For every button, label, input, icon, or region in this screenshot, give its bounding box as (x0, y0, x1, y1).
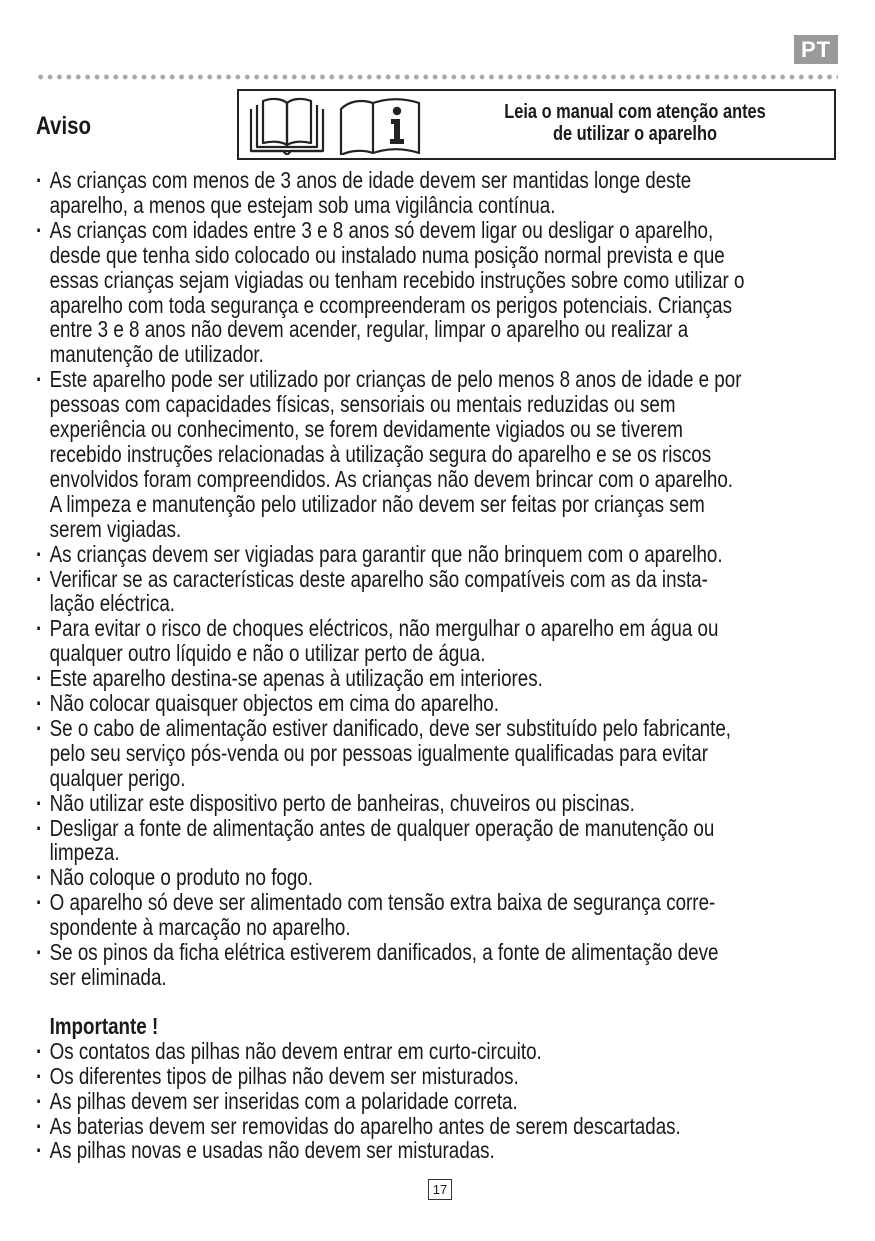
bullet-dot-icon: · (36, 1112, 43, 1139)
page-number: 17 (428, 1179, 452, 1200)
bullet-line: pessoas com capacidades físicas, sensoriais ou mentais reduzidas ou sem (49, 391, 676, 418)
bullet-line: As crianças com menos de 3 anos de idade devem ser mantidas longe deste (49, 167, 692, 193)
bullet-dot-icon: · (36, 814, 43, 841)
bullet-line: Não colocar quaisquer objectos em cima do aparelho. (49, 690, 499, 717)
read-manual-line1: Leia o manual com atenção antes (504, 101, 766, 123)
bullet-dot-icon: · (36, 540, 43, 567)
bullet-line: Os diferentes tipos de pilhas não devem ser misturados. (49, 1062, 519, 1089)
bullet-line: ser eliminada. (49, 964, 167, 990)
bullet-line: recebido instruções relacionadas à utilização segura do aparelho e se os riscos (49, 440, 712, 467)
battery-bullet (36, 1039, 836, 1064)
warning-bullet (36, 367, 836, 541)
bullet-dot-icon: · (36, 1087, 43, 1114)
warning-bullet (36, 218, 836, 367)
bullet-dot-icon: · (36, 366, 43, 393)
warning-title: Aviso (36, 112, 92, 140)
important-heading: Importante ! (49, 1012, 159, 1039)
bullet-line: qualquer perigo. (49, 764, 186, 791)
bullet-line: As pilhas devem ser inseridas com a polaridade correta. (49, 1087, 518, 1114)
dotted-divider (36, 74, 838, 80)
read-manual-text (504, 101, 766, 145)
bullet-line: aparelho, a menos que estejam sob uma vigilância contínua. (49, 191, 556, 218)
bullet-dot-icon: · (36, 1062, 43, 1089)
bullet-line: Não coloque o produto no fogo. (49, 864, 314, 891)
warning-bullet (36, 168, 836, 218)
warning-bullet (36, 542, 836, 567)
bullet-line: experiência ou conhecimento, se forem devidamente vigiados ou se tiverem (49, 416, 683, 443)
bullet-line: Este aparelho pode ser utilizado por crianças de pelo menos 8 anos de idade e por (49, 366, 742, 393)
bullet-line: As baterias devem ser removidas do aparelho antes de serem descartadas. (49, 1112, 681, 1139)
warning-bullet (36, 890, 836, 940)
bullet-line: serem vigiadas. (49, 515, 182, 542)
warning-bullet (36, 616, 836, 666)
bullet-line: qualquer outro líquido e não o utilizar perto de água. (49, 640, 486, 667)
bullet-line: As crianças com idades entre 3 e 8 anos só devem ligar ou desligar o aparelho, (49, 216, 714, 243)
warning-bullet (36, 865, 836, 890)
bullet-line: lação eléctrica. (49, 590, 175, 617)
warning-bullet (36, 791, 836, 816)
bullet-line: Se os pinos da ficha elétrica estiverem danificados, a fonte de alimentação deve (49, 939, 719, 966)
warning-bullet (36, 816, 836, 866)
read-manual-box (237, 89, 836, 160)
bullet-dot-icon: · (36, 714, 43, 741)
bullet-line: Não utilizar este dispositivo perto de banheiras, chuveiros ou piscinas. (49, 789, 635, 816)
bullet-dot-icon: · (36, 690, 43, 717)
bullet-line: aparelho com toda segurança e ccompreenderam os perigos potenciais. Crianças (49, 291, 733, 318)
manual-book-icon (247, 95, 327, 155)
bullet-dot-icon: · (36, 864, 43, 891)
warning-bullet (36, 716, 836, 791)
bullet-line: manutenção de utilizador. (49, 341, 264, 368)
bullet-line: Verificar se as características deste aparelho são compatíveis com as da insta- (49, 565, 708, 592)
bullet-dot-icon: · (36, 939, 43, 966)
bullet-dot-icon: · (36, 1037, 43, 1064)
bullet-line: Os contatos das pilhas não devem entrar em curto-circuito. (49, 1037, 542, 1064)
bullet-line: essas crianças sejam vigiadas ou tenham recebido instruções sobre como utilizar o (49, 266, 745, 293)
bullet-line: O aparelho só deve ser alimentado com tensão extra baixa de segurança corre- (49, 889, 716, 916)
bullet-dot-icon: · (36, 789, 43, 816)
bullet-dot-icon: · (36, 565, 43, 592)
bullet-line: desde que tenha sido colocado ou instalado numa posição normal prevista e que (49, 241, 725, 268)
battery-bullet (36, 1089, 836, 1114)
bullet-line: A limpeza e manutenção pelo utilizador não devem ser feitas por crianças sem (49, 490, 705, 517)
info-icon (339, 95, 421, 155)
warning-bullet (36, 567, 836, 617)
bullet-dot-icon: · (36, 665, 43, 692)
battery-bullet (36, 1114, 836, 1139)
battery-bullet (36, 1138, 836, 1163)
read-manual-line2: de utilizar o aparelho (552, 123, 718, 145)
bullet-dot-icon: · (36, 167, 43, 193)
bullet-line: Se o cabo de alimentação estiver danificado, deve ser substituído pelo fabricante, (49, 714, 732, 741)
bullet-dot-icon: · (36, 216, 43, 243)
warning-bullet (36, 691, 836, 716)
bullet-dot-icon: · (36, 615, 43, 642)
bullet-line: Desligar a fonte de alimentação antes de qualquer operação de manutenção ou (49, 814, 715, 841)
bullet-line: envolvidos foram compreendidos. As crianças não devem brincar com o aparelho. (49, 465, 734, 492)
bullet-line: limpeza. (49, 839, 120, 866)
safety-instructions (36, 168, 836, 1163)
bullet-line: As pilhas novas e usadas não devem ser misturadas. (49, 1137, 495, 1164)
battery-bullet (36, 1064, 836, 1089)
language-badge: PT (794, 35, 838, 64)
bullet-line: Este aparelho destina-se apenas à utilização em interiores. (49, 665, 543, 692)
bullet-dot-icon: · (36, 889, 43, 916)
warning-bullet (36, 940, 836, 990)
bullet-line: pelo seu serviço pós-venda ou por pessoas igualmente qualificadas para evitar (49, 739, 709, 766)
bullet-line: entre 3 e 8 anos não devem acender, regular, limpar o aparelho ou realizar a (49, 316, 689, 343)
bullet-line: As crianças devem ser vigiadas para garantir que não brinquem com o aparelho. (49, 540, 723, 567)
bullet-line: Para evitar o risco de choques eléctricos, não mergulhar o aparelho em água ou (49, 615, 719, 642)
bullet-line: spondente à marcação no aparelho. (49, 914, 351, 941)
bullet-dot-icon: · (36, 1137, 43, 1164)
warning-bullet (36, 666, 836, 691)
